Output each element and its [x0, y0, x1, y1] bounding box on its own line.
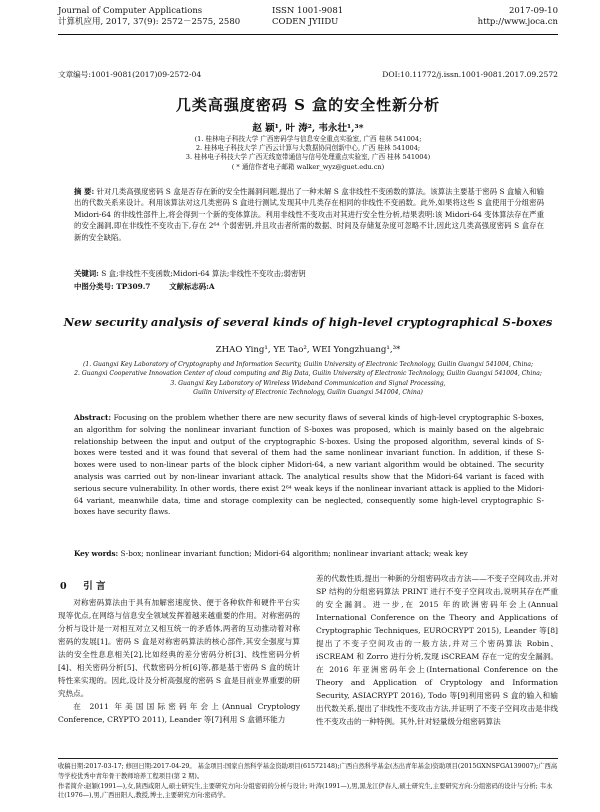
affiliations-en: [50, 360, 566, 398]
paragraph: 在 2011 年美国国际密码年会上(Annual Cryptology Conference, CRYPTO 2011), Leander 等[7]利用 S 盒循环能力: [58, 702, 300, 724]
clc-number: 中图分类号: TP309.7: [74, 282, 151, 291]
paragraph: 差的代数性质,提出一种新的分组密码攻击方法——不变子空间攻击,并对 SP 结构的分组密码算法 PRINT 进行不变子空间攻击,说明其存在严重的安全漏洞。进一步,在 2015 年的欧洲密码年会上(Annual International Conference on the Theory and Applications of Cryptographic Techniques, EUROCRYPT 2015), Leander 等[8]提出了不变子空间攻击的一般方法,并对三个密码算法 Robin、iSCREAM 和 Zorro 进行分析,发现 iSCREAM 存在一定的安全漏洞。在 2016 年亚洲密码年会上(International Conference on the Theory and Application of Cryptology and Information Security, ASIACRYPT 2016), Todo 等[9]利用密码 S 盒的输入和输出代数关系,提出了非线性不变攻击方法,并证明了不变子空间攻击是非线性不变攻击的一种特例。其外,针对轻量级分组密码算法: [316, 574, 558, 726]
corresponding-email: ( * 通信作者电子邮箱 walker_wyz@guet.edu.cn): [231, 162, 385, 171]
keywords-cn: [74, 268, 544, 279]
funding-note: 收稿日期:2017-03-17; 修回日期:2017-04-29。 基金项目:国家自然科学基金资助项目(61572148);广西自然科学基金(杰出青年基金)资助项目(2015GXNSFGA139007);广西高等学校优秀中青年骨干教师培养工程项目(第 2 期)。: [58, 763, 558, 780]
abstract-cn-label: 摘 要:: [74, 187, 95, 196]
affiliations-cn: [58, 135, 558, 172]
journal-url[interactable]: http://www.joca.cn: [477, 17, 558, 27]
abstract-cn-text: 针对几类高强度密码 S 盒是否存在新的安全性漏洞问题,提出了一种未解 S 盒非线性不变函数的算法。该算法主要基于密码 S 盒输入和输出的代数关系来设计。利用该算法对这几类密码 S 盒进行测试,发现其中几类存在相同的非线性不变函数。此外,如果将这些 S 盒使用于分组密码 Midori-64 的非线性部件上,将会得到一个新的变体算法。利用非线性不变攻击对其进行安全性分析,结果表明:该 Midori-64 变体算法存在严重的安全漏洞,即在非线性不变攻击下,存在 2⁶⁴ 个弱密钥,并且攻击者所需的数据、时间及存储复杂度可忽略不计,因此这几类高强度密码 S 盒存在新的安全缺陷。: [74, 187, 544, 242]
abstract-cn: [74, 186, 544, 266]
affiliation-en-3: 3. Guangxi Key Laboratory of Wireless Wideband Communication and Signal Processing,: [170, 379, 446, 387]
body-column-right: [316, 572, 558, 756]
paragraph: 对称密码算法由于具有加解密速度快、便于各种软件和硬件平台实现等优点,在网络与信息安全领域发挥着越来越重要的作用。对称密码的分析与设计是一对相互对立又相互统一的矛盾体,两者的互动推动着对称密码的发展[1]。密码 S 盒是对称密码算法的核心部件,其安全强度与算法的安全性息息相关[2],比如经典的差分密码分析[3]、线性密码分析[4]、相关密码分析[5]、代数密码分析[6]等,都是基于密码 S 盒的统计特性来实现的。因此,设计及分析高强度的密码 S 盒是目前业界重要的研究热点。: [58, 598, 300, 698]
keywords-cn-label: 关键词:: [74, 269, 99, 278]
header-rule: [58, 34, 558, 35]
classification: [74, 281, 544, 292]
keywords-en-text: S-box; nonlinear invariant function; Midori-64 algorithm; nonlinear invariant attack; weak key: [120, 549, 468, 558]
affiliation-cn-3: 3. 桂林电子科技大学 广西无线宽带通信与信号处理重点实验室, 广西 桂林 541004): [185, 153, 431, 162]
footnotes: [58, 762, 558, 810]
journal-header-center: [272, 6, 392, 28]
authors-cn: 赵 颖¹, 叶 涛², 韦永壮¹,³*: [252, 123, 364, 134]
affiliation-cn-1: (1. 桂林电子科技大学 广西密码学与信息安全重点实验室, 广西 桂林 541004;: [194, 135, 422, 143]
issn: ISSN 1001-9081: [272, 6, 344, 16]
affiliation-en-1: (1. Guangxi Key Laboratory of Cryptography and Information Security, Guilin University of Electronic Technology, Guilin Guangxi 541004, China;: [82, 361, 534, 368]
section-heading: [60, 578, 106, 592]
coden: CODEN JYIIDU: [272, 17, 339, 27]
document-code: 文献标志码:A: [169, 282, 215, 291]
abstract-en-text: Focusing on the problem whether there are new security flaws of several kinds of high-level cryptographic S-boxes, an algorithm for solving the nonlinear invariant function of S-boxes was proposed, which is mainly based on the algebraic relationship between the input and output of the cryptographic S-boxes. Using the proposed algorithm, several kinds of S-boxes were tested and it was found that several of them had the same nonlinear invariant function. In addition, if these S-boxes were used to non-linear parts of the block cipher Midori-64, a new variant algorithm would be obtained. The security analysis was carried out by non-linear invariant attack. The analytical results show that the Midori-64 variant is faced with serious secure vulnerability. In other words, there exist 2⁶⁴ weak keys if the nonlinear invariant attack is applied to the Midori-64 variant, meanwhile data, time and storage complexity can be neglected, consequently some high-level cryptographic S-boxes have security flaws.: [74, 413, 544, 517]
authors-en: ZHAO Ying¹, YE Tao², WEI Yongzhuang¹,³*: [215, 345, 401, 355]
section-title: 引 言: [83, 581, 106, 592]
keywords-cn-text: S 盒;非线性不变函数;Midori-64 算法;非线性不变攻击;弱密钥: [101, 269, 306, 278]
title-en: New security analysis of several kinds of high-level cryptographical S-boxes: [63, 315, 553, 329]
author-bio-note: 作者简介:赵颖(1991—),女,陕西咸阳人,硕士研究生,主要研究方向:分组密码的分析与设计; 叶涛(1991—),男,黑龙江伊春人,硕士研究生,主要研究方向:分组密码的设计与分析; 韦永壮(1976—),男,广西田阳人,教授,博士,主要研究方向:密码学。: [58, 782, 553, 800]
journal-header-right: [430, 6, 558, 28]
article-number: 文章编号:1001-9081(2017)09-2572-04: [58, 70, 202, 79]
abstract-en: [74, 412, 544, 544]
section-number: 0: [60, 581, 67, 592]
keywords-en-label: Key words:: [74, 549, 119, 558]
abstract-en-label: Abstract:: [74, 413, 112, 422]
affiliation-en-2: 2. Guangxi Cooperative Innovation Center of cloud computing and Big Data, Guilin University of Electronic Technology, Guilin Guangxi 541004, China;: [74, 370, 542, 378]
affiliation-en-4: Guilin University of Electronic Technology, Guilin Guangxi 541004, China): [193, 389, 423, 397]
keywords-en: [74, 548, 544, 559]
journal-header-left: [58, 6, 258, 28]
footnote-rule: [58, 758, 558, 759]
publication-date: 2017-09-10: [508, 6, 558, 16]
affiliation-cn-2: 2. 桂林电子科技大学 广西云计算与大数据协同创新中心, 广西 桂林 541004;: [195, 144, 421, 153]
title-cn: 几类高强度密码 S 盒的安全性新分析: [175, 96, 441, 114]
doi[interactable]: DOI:10.11772/j.issn.1001-9081.2017.09.2572: [382, 70, 558, 79]
body-column-left: [58, 596, 300, 754]
journal-name-en: Journal of Computer Applications: [58, 6, 203, 16]
journal-citation: 计算机应用, 2017, 37(9): 2572－2575, 2580: [58, 17, 241, 27]
